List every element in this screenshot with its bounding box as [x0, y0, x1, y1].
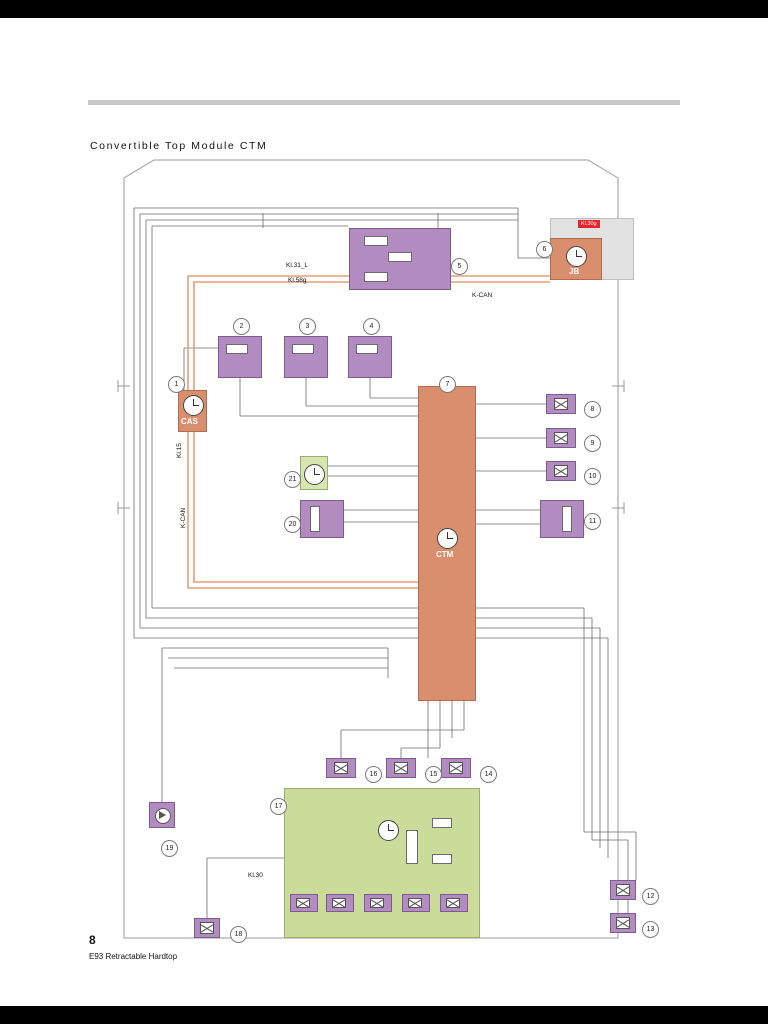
callout-6: 6	[536, 241, 553, 258]
ctm-icon	[437, 528, 458, 549]
footer-text: E93 Retractable Hardtop	[89, 952, 178, 961]
cas-icon	[183, 395, 204, 416]
component-20-contact	[310, 506, 320, 532]
connector-18-symbol	[200, 922, 214, 934]
callout-8: 8	[584, 401, 601, 418]
callout-18: 18	[230, 926, 247, 943]
pump-motor-icon	[378, 820, 399, 841]
sensor-3-contact	[292, 344, 314, 354]
connector-14-symbol	[449, 762, 463, 774]
page-title: Convertible Top Module CTM	[90, 140, 268, 152]
callout-14: 14	[480, 766, 497, 783]
label-kcan-side: K-CAN	[180, 507, 187, 528]
callout-17: 17	[270, 798, 287, 815]
junction-box-icon	[566, 246, 587, 267]
component-19-arrow	[159, 811, 166, 819]
callout-1: 1	[168, 376, 185, 393]
hyd-connector-2-symbol	[332, 898, 346, 908]
hyd-connector-4-symbol	[408, 898, 422, 908]
callout-12: 12	[642, 888, 659, 905]
valve-b	[432, 854, 452, 864]
component-11-contact	[562, 506, 572, 532]
cas-label: CAS	[181, 417, 198, 426]
connector-16-symbol	[334, 762, 348, 774]
sensor-3	[284, 336, 328, 378]
callout-4: 4	[363, 318, 380, 335]
callout-5: 5	[451, 258, 468, 275]
callout-21: 21	[284, 471, 301, 488]
label-kcan-top: K-CAN	[472, 292, 493, 299]
valve-a	[432, 818, 452, 828]
connector-15-symbol	[394, 762, 408, 774]
top-module-relay-b	[388, 252, 412, 262]
label-kl31l: Kl.31_L	[286, 262, 309, 269]
connector-10-symbol	[554, 465, 568, 477]
kl30g-tag: Kl.30g	[578, 220, 600, 228]
header-rule	[88, 100, 680, 105]
label-kl15: Kl.15	[176, 443, 183, 458]
sensor-2	[218, 336, 262, 378]
callout-7: 7	[439, 376, 456, 393]
label-kl58g: Kl.58g	[288, 277, 307, 284]
component-20	[300, 500, 344, 538]
connector-9-symbol	[554, 432, 568, 444]
connector-13-symbol	[616, 917, 630, 929]
callout-13: 13	[642, 921, 659, 938]
callout-2: 2	[233, 318, 250, 335]
top-module-relay-a	[364, 236, 388, 246]
motor-icon	[304, 464, 325, 485]
ctm-label: CTM	[436, 550, 454, 559]
hyd-connector-3-symbol	[370, 898, 384, 908]
hyd-connector-5-symbol	[446, 898, 460, 908]
top-module-relay-c	[364, 272, 388, 282]
callout-16: 16	[365, 766, 382, 783]
sensor-2-contact	[226, 344, 248, 354]
connector-8-symbol	[554, 398, 568, 410]
sensor-4	[348, 336, 392, 378]
sensor-4-contact	[356, 344, 378, 354]
callout-9: 9	[584, 435, 601, 452]
page-number: 8	[89, 933, 96, 947]
callout-11: 11	[584, 513, 601, 530]
callout-20: 20	[284, 516, 301, 533]
junction-box-label: JB	[569, 267, 580, 276]
callout-10: 10	[584, 468, 601, 485]
wiring-diagram	[88, 158, 680, 948]
callout-15: 15	[425, 766, 442, 783]
callout-19: 19	[161, 840, 178, 857]
callout-3: 3	[299, 318, 316, 335]
page	[0, 18, 768, 1006]
connector-12-symbol	[616, 884, 630, 896]
hyd-connector-1-symbol	[296, 898, 310, 908]
label-kl30: Kl.30	[248, 872, 263, 879]
valve-c	[406, 830, 418, 864]
